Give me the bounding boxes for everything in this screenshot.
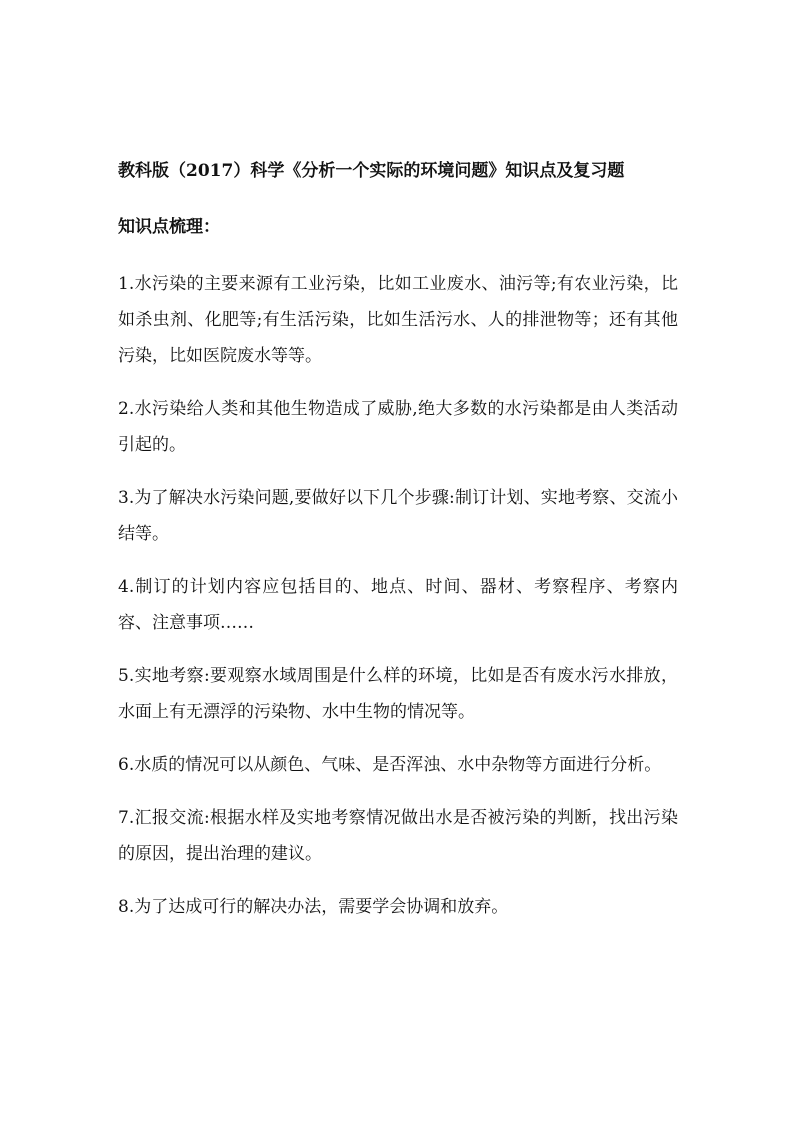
paragraph-8: 8.为了达成可行的解决办法，需要学会协调和放弃。 bbox=[118, 897, 509, 917]
paragraph-3: 3.为了解决水污染问题,要做好以下几个步骤:制订计划、实地考察、交流小结等。 bbox=[118, 488, 678, 544]
paragraph-1: 1.水污染的主要来源有工业污染，比如工业废水、油污等;有农业污染，比如杀虫剂、化肥等;有生活污染，比如生活污水、人的排泄物等；还有其他污染，比如医院废水等等。 bbox=[118, 274, 678, 366]
paragraph-5: 5.实地考察:要观察水域周围是什么样的环境，比如是否有废水污水排放，水面上有无漂浮的污染物、水中生物的情况等。 bbox=[118, 666, 678, 722]
paragraph-6: 6.水质的情况可以从颜色、气味、是否浑浊、水中杂物等方面进行分析。 bbox=[118, 755, 662, 775]
knowledge-points-list bbox=[118, 266, 678, 942]
paragraph-4: 4.制订的计划内容应包括目的、地点、时间、器材、考察程序、考察内容、注意事项…… bbox=[118, 577, 678, 633]
paragraph-2: 2.水污染给人类和其他生物造成了威胁,绝大多数的水污染都是由人类活动引起的。 bbox=[118, 399, 678, 455]
document-title: 教科版（2017）科学《分析一个实际的环境问题》知识点及复习题 bbox=[118, 161, 625, 181]
paragraph-7: 7.汇报交流:根据水样及实地考察情况做出水是否被污染的判断，找出污染的原因，提出治理的建议。 bbox=[118, 808, 678, 864]
section-heading: 知识点梳理： bbox=[118, 217, 220, 237]
